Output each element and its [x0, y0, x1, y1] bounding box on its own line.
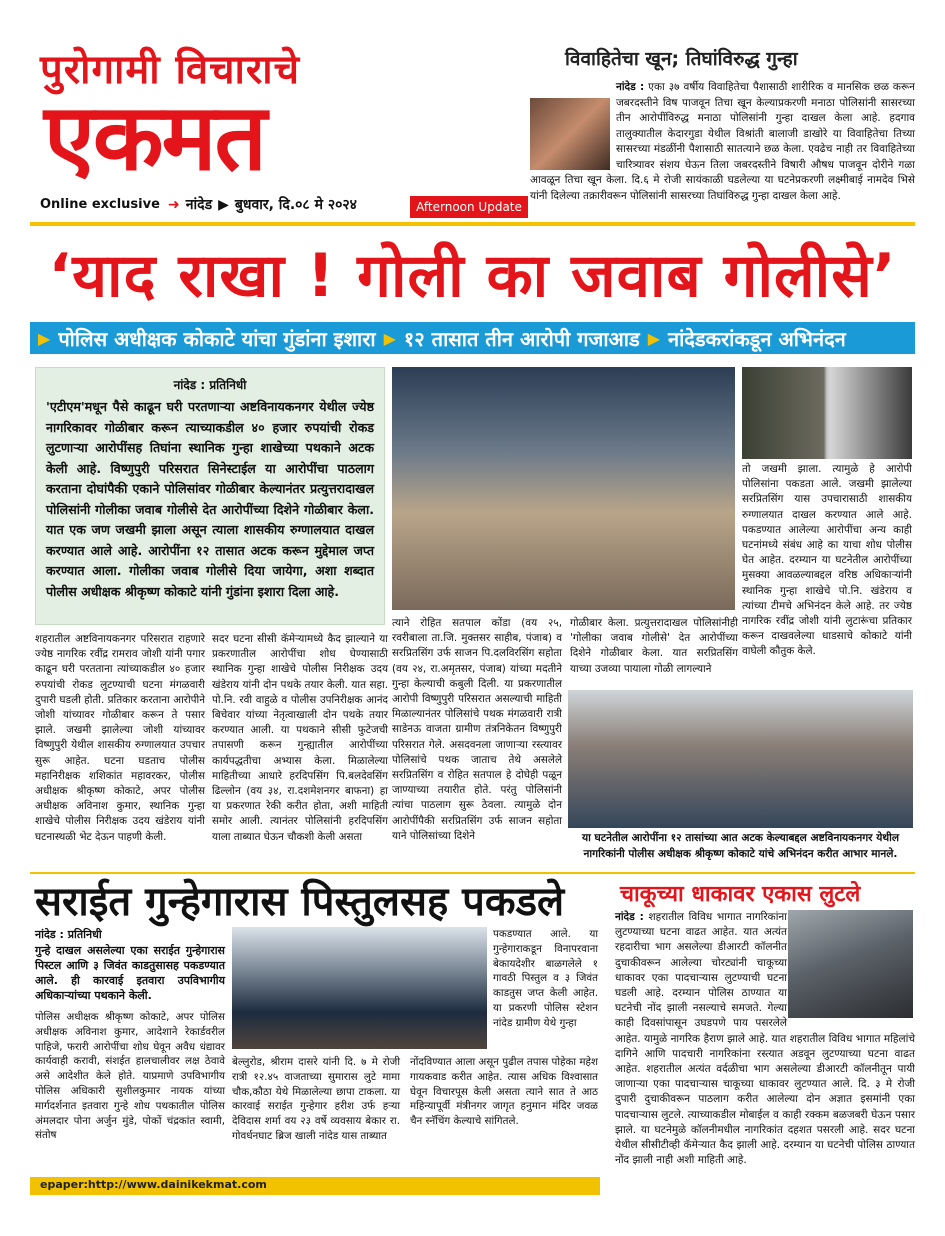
story2-body-4: नोंदविण्यात आला असून पुढील तपास पोहेका महेश गायकवाड करीत आहेत. त्यास अधिक विश्वासात घेवून विचारपूस केली असता त्याने सात ते आठ महिन्यापूर्वी मंत्रीनगर जागृत हनुमान मंदिर जवळ चैन स्नॅचिंग केल्याचे सांगितले.	[410, 1056, 598, 1128]
subhead-3: नांदेडकरांकडून अभिनंदन	[668, 326, 846, 351]
story3-headline: चाकूच्या धाकावर एकास लुटले	[620, 882, 861, 907]
photo-spacer	[787, 910, 915, 1020]
lead-headline: ‘याद राखा ! गोली का जवाब गोलीसे’	[48, 241, 897, 311]
press-conference-photo	[392, 367, 735, 610]
triangle-icon: ▶	[218, 196, 229, 213]
masthead-logo: एकमत	[44, 84, 265, 191]
lead-intro-box	[35, 367, 385, 625]
masthead-tagline: पुरोगामी विचाराचे	[40, 47, 301, 93]
triangle-icon: ▶	[38, 328, 51, 348]
sidebar-text: एका ३७ वर्षीय विवाहितेचा पैशासाठी शारीरिक व मानसिक छळ करून जबरदस्तीने विष पाजवून तिचा खून केल्याप्रकरणी मनाठा पोलिसांनी सासरच्या तीन आरोपींविरुद्ध मनाठा पोलिसांनी गुन्हा दाखल केला आहे. हदगाव तालुक्यातील केदारगुडा येथील विश्रांती बालाजी डाखोरे या विवाहितेचा तिच्या सासरच्या मंडळींनी पैशासाठी सातत्याने छळ केला. एवढेच नाही तर विवाहितेच्या चारित्र्यावर संशय घेऊन तिला जबरदस्तीने विषारी औषध पाजवून दोरीने गळा आवळून तिचा खून केला. दि.६ मे रोजी सायंकाळी घडलेल्या या घटनेप्रकरणी लक्ष्मीबाई नामदेव भिसे यांनी दिलेल्या तक्रारीवरून पोलिसांनी सासरच्या तिघांविरुद्ध गुन्हा दाखल केला आहे.	[530, 81, 915, 202]
lead-subhead-bar	[30, 322, 915, 354]
lead-column-d: गोळीबार केला. प्रत्युत्तरादाखल पोलिसांनीही 'गोलीका जवाब गोलीसे' देत आरोपींच्या दिशेने गोळीबार केला. यात सरप्रितसिंग याच्या उजव्या पायाला गोळी लागल्याने	[570, 617, 738, 675]
epaper-link[interactable]: epaper:http://www.dainikekmat.com	[40, 1178, 267, 1191]
story2-intro: गुन्हे दाखल असलेल्या एका सराईत गुन्हेगारास पिस्टल आणि ३ जिवंत काडतुसासह पकडण्यात आले. ही कारवाई इतवारा उपविभागीय अधिकाऱ्यांच्या पथकाने केली.	[35, 944, 225, 1002]
subhead-2: १२ तासात तीन आरोपी गजाआड	[403, 326, 640, 351]
lead-column-b: सदर घटना सीसी कॅमेऱ्यामध्ये कैद झाल्याने या प्रकरणातील आरोपींचा शोध घेण्यासाठी स्थानिक गुन्हा शाखेचे पोलीस निरीक्षक उदय खंडेराय यांनी दोन पथके तयार केली. यात सहा. पो.नि. रवी वाहुळे व पोलीस उपनिरीक्षक आनंद बिचेवार यांच्या नेतृत्वाखाली दोन पथके तयार करण्यात आली. या पथकाने सीसी फुटेजची तपासणी करून गुन्ह्यातील आरोपींच्या कार्यपद्धतीचा अभ्यास केला. मिळालेल्या माहितीच्या आधारे हरदिपसिंग पि.बलदेवसिंग ढिल्लोन (वय ३४, रा.दशमेशनगर बाफना) हा या प्रकरणात रेकी करीत होता, अशी माहिती समोर आली. त्यानंतर पोलिसांनी हरदिपसिंग याला ताब्यात घेऊन चौकशी केली असता	[212, 633, 388, 843]
edition-date: बुधवार, दि.०८ मे २०२४	[234, 197, 357, 213]
triangle-icon: ▶	[383, 328, 396, 348]
section-divider	[30, 872, 915, 874]
subhead-1: पोलिस अधीक्षक कोकाटे यांचा गुंडांना इशारा	[58, 326, 376, 351]
top-rule	[30, 222, 915, 226]
sidebar-photo	[530, 98, 610, 170]
felicitation-photo	[568, 690, 913, 828]
arrow-icon: ➜	[168, 196, 180, 213]
arrest-photo	[232, 927, 487, 1049]
lead-column-e: तो जखमी झाला. त्यामुळे हे आरोपी पोलिसांना पकडता आले. जखमी झालेल्या सरप्रितसिंग यास उपचारासाठी शासकीय रुग्णालयात दाखल करण्यात आले आहे. पकडण्यात आलेल्या आरोपींचा अन्य काही घटनांमध्ये संबंध आहे का याचा शोध पोलीस घेत आहेत. दरम्यान या घटनेतील आरोपींच्या मुसक्या आवळल्याबद्दल वरिष्ठ अधिकाऱ्यांनी स्थानिक गुन्हा शाखेचे पो.नि. खंडेराय व त्यांच्या टीमचे अभिनंदन केले आहे. तर ज्येष्ठ नागरिक रवींद्र जोशी यांनी लुटारूंचा प्रतिकार करून दाखवलेल्या धाडसाचे कोकाटे यांनी वाघेली कौतुक केले.	[742, 463, 912, 658]
accused-photos	[742, 367, 912, 459]
edition-place: नांदेड	[185, 197, 213, 213]
story2-body-3: पकडण्यात आले. या गुन्हेगाराकडून विनापरवाना बेकायदेशीर बाळगलेले १ गावठी पिस्तुल व ३ जिवंत काडतुस जप्त केली आहेत. या प्रकरणी पोलिस स्टेशन नांदेड ग्रामीण येथे गुन्हा	[493, 928, 598, 1029]
story2-body-1: पोलिस अधीक्षक श्रीकृष्ण कोकाटे, अपर पोलिस अधीक्षक अविनाश कुमार, आदेशाने रेकार्डवरील पाहिजे, फरारी आरोपींचा शोध घेवून अवैध धंद्यावर कार्यवाही करावी, संशईत हालचालीवर लक्ष ठेवावे असे आदेशीत केले होते. याप्रमाणे उपविभागीय पोलिस अधिकारी सुशीलकुमार नायक यांच्या मार्गदर्शनात इतवारा गुन्हे शोध पथकातील पोलिस अंमलदार पोना अर्जुन मुंडे, पोकों चंद्रकांत स्वामी, संतोष	[35, 1011, 225, 1142]
story2-byline: नांदेड : प्रतिनिधी	[35, 928, 102, 941]
story3-dateline: नांदेड :	[615, 911, 644, 923]
online-exclusive-label: Online exclusive	[40, 197, 160, 212]
story2-body-2: बेल्लुरोड, श्रीराम दासरे यांनी दि. ७ मे रोजी रात्री १२.४५ वाजताच्या सुमारास लुटे मामा चौक,कौठा येथे मिळालेल्या छापा टाकला. या कारवाई सराईत गुन्हेगार हरीश उर्फ हऱ्या देविदास शर्मा वय २३ वर्षे व्यवसाय बेकार रा. गोवर्धनघाट ब्रिज खाली नांदेड यास ताब्यात	[232, 1056, 400, 1142]
triangle-icon: ▶	[647, 328, 660, 348]
story3-body	[615, 910, 915, 1168]
edition-dateline	[168, 195, 357, 214]
story3-text: शहरातील विविध भागात नागरिकांना लुटण्याच्या घटना वाढत आहेत. यात अत्यंत रहदारीचा भाग असलेल्या डीआरटी कॉलनीत दुचाकीवरून आलेल्या चोरट्यांनी चाकूच्या धाकावर एका पादचाऱ्यास लुटण्याची घटना घडली आहे. दरम्यान पोलिस ठाण्यात या घटनेची नोंद झाली नसल्याचे समजते. गेल्या काही दिवसांपासून उघडपणे पाय पसरलेले आहेत. यामुळे नागरिक हैराण झाले आहे. यात शहरातील विविध भागात महिलांचे दागिने आणि पादचारी नागरिकांना रस्त्यात अडवून लुटण्याच्या घटना वाढत आहेत. शहरातील अत्यंत वर्दळीचा भाग असलेल्या डीआरटी कॉलनीतून पायी जाणाऱ्या एका पादचाऱ्यास चाकूच्या धाकावर लुटण्यात आले. दि. ३ मे रोजी दुपारी दुचाकीवरून पाठलाग करीत आलेल्या दोन अज्ञात इसमांनी एका पादचाऱ्यास लुटले. त्याच्याकडील मोबाईल व काही रक्कम बळजबरी घेऊन पसार झाले. या घटनेमुळे कॉलनीमधील नागरिकांत दहशत पसरली आहे. सदर घटना येथील सीसीटीव्ही कॅमेऱ्यात कैद झाली आहे. दरम्यान या घटनेची पोलिस ठाण्यात नोंद झाली नाही अशी माहिती आहे.	[615, 911, 915, 1167]
lead-byline: नांदेड : प्रतिनिधी	[173, 378, 247, 392]
lead-column-a: शहरातील अष्टविनायकनगर परिसरात राहणारे ज्येष्ठ नागरिक रवींद्र रामराव जोशी यांनी पगार काढून घरी परतताना त्यांच्याकडील ४० हजार रुपयांची रोकड लुटण्याची घटना मंगळवारी दुपारी घडली होती. प्रतिकार करताना आरोपीने जोशी यांच्यावर गोळीबार करून ते पसार झाले. जखमी झालेल्या जोशी यांच्यावर विष्णुपुरी येथील शासकीय रुग्णालयात उपचार सुरू आहेत. घटना घडताच पोलीस महानिरीक्षक शशिकांत महावरकर, पोलीस अधीक्षक श्रीकृष्ण कोकाटे, अपर पोलीस अधीक्षक अविनाश कुमार, स्थानिक गुन्हा शाखेचे पोलीस निरीक्षक उदय खंडेराय यांनी घटनास्थळी भेट देऊन पाहणी केली.	[35, 633, 205, 843]
sidebar-dateline: नांदेड :	[616, 81, 645, 93]
sidebar-headline: विवाहितेचा खून; तिघांविरुद्ध गुन्हा	[565, 48, 798, 70]
afternoon-update-badge: Afternoon Update	[410, 196, 528, 218]
lead-column-c: त्याने रोहित सतपाल कोंडा (वय २५, रवरीबाला ता.जि. मुक्तसर साहीब, पंजाब) व सरप्रितसिंग उर्फ साजन पि.दलविरसिंग सहोता (वय २४, रा.अमृतसर, पंजाब) यांच्या मदतीने गुन्हा केल्याची कबुली दिली. या प्रकरणातील आरोपी विष्णुपुरी परिसरात असल्याची माहिती मिळाल्यानंतर पोलिसांचे पथक मंगळवारी रात्री साडेनऊ वाजता ग्रामीण तंत्रनिकेतन विष्णुपुरी परिसरात गेले. असदवनला जाणाऱ्या रस्त्यावर पोलिसांचे पथक जाताच तेथे असलेले सरप्रितसिंग व रोहित सतपाल हे दोघेही पळून जाण्याच्या तयारीत होते. परंतु पोलिसांनी त्यांचा पाठलाग सुरू ठेवला. त्यामुळे दोन आरोपींपैकी सरप्रितसिंग उर्फ साजन सहोता याने पोलिसांच्या दिशेने	[392, 617, 562, 842]
story2-headline: सराईत गुन्हेगारास पिस्तुलसह पकडले	[35, 879, 565, 925]
sidebar-body	[530, 80, 915, 204]
lead-intro: 'एटीएम'मधून पैसे काढून घरी परतणाऱ्या अष्टविनायकनगर येथील ज्येष्ठ नागरिकावर गोळीबार करून त्याच्याकडील ४० हजार रुपयांची रोकड लुटणाऱ्या आरोपींसह तिघांना स्थानिक गुन्हा शाखेच्या पथकाने अटक केली आहे. विष्णुपुरी परिसरात सिनेस्टाईल या आरोपींचा पाठलाग करताना दोघांपैकी एकाने पोलिसांवर गोळीबार केल्यानंतर प्रत्युत्तरादाखल पोलिसांनी गोलीका जवाब गोलीसे देत आरोपींच्या दिशेने गोळीबार केला. यात एक जण जखमी झाला असून त्याला शासकीय रुग्णालयात दाखल करण्यात आले आहे. आरोपींना १२ तासात अटक करून मुद्देमाल जप्त करण्यात आला. गोलीका जवाब गोलीसे दिया जायेगा, अशा शब्दात पोलीस अधीक्षक श्रीकृष्ण कोकाटे यांनी गुंडांना इशारा दिला आहे.	[46, 399, 374, 599]
felicitation-caption: या घटनेतील आरोपींना १२ तासांच्या आत अटक केल्याबद्दल अष्टविनायकनगर येथील नागरिकांनी पोलीस अधीक्षक श्रीकृष्ण कोकाटे यांचे अभिनंदन करीत आभार मानले.	[568, 830, 913, 866]
